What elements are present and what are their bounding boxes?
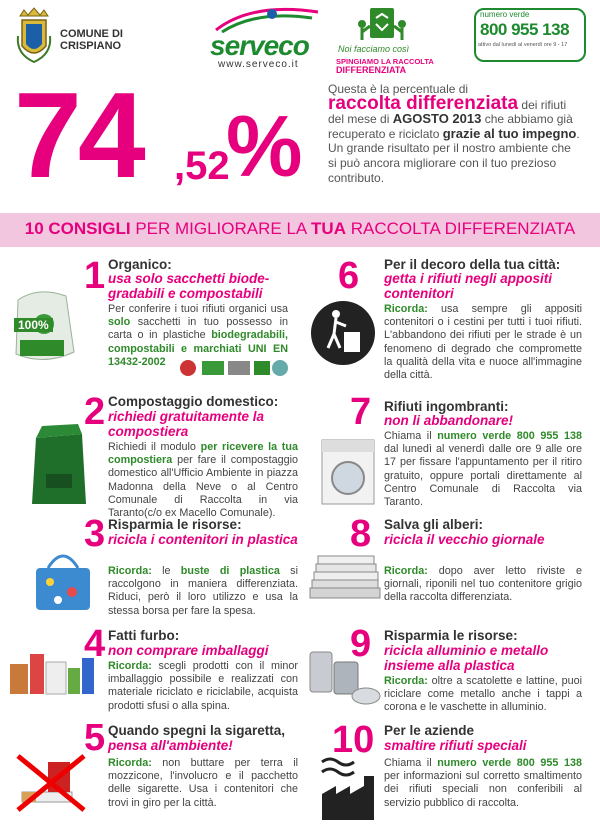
tip-10-title: Per le aziende [384, 723, 475, 738]
tip-3-title: Risparmia le risorse: [108, 517, 242, 532]
tip-10-subtitle: smaltire rifiuti speciali [384, 738, 527, 753]
tip-7-number: 7 [350, 391, 372, 433]
percentage-decimal: ,52 [174, 144, 230, 188]
newspapers-icon [308, 550, 382, 606]
tip-1-title: Organico: [108, 257, 172, 272]
tip-6-number: 6 [338, 255, 360, 297]
composter-bin-icon [28, 424, 90, 508]
tip-2-body [108, 441, 298, 520]
intro-thanks: grazie al tuo impegno [442, 125, 577, 141]
tip-6-title: Per il decoro della tua città: [384, 257, 561, 272]
tip-7-body [384, 430, 582, 509]
tip-9-body-a: Ricorda: [384, 675, 428, 687]
tip-8-body [384, 565, 582, 605]
banner-bold2: TUA [311, 219, 346, 238]
tip-10-number: 10 [332, 719, 375, 761]
intro-pre: Questa è la percentuale di [328, 82, 469, 96]
campaign-recycle-icon [352, 2, 412, 44]
municipality-name [60, 28, 123, 52]
tip-9-body [384, 675, 582, 715]
tip-4-body-a: Ricorda: [108, 660, 152, 672]
tip-5-body-a: Ricorda: [108, 757, 152, 769]
tip-1-body-b: solo [108, 316, 131, 329]
campaign-slogan: Noi facciamo così [338, 44, 410, 54]
tip-3-subtitle: ricicla i contenitori in plastica [108, 532, 298, 547]
tip-1-body [108, 303, 288, 369]
tip-4-body [108, 660, 298, 713]
tip-7-subtitle: non li abbandonare! [384, 413, 514, 428]
serveco-logo-text: serveco [210, 30, 309, 61]
tip-5-number: 5 [84, 717, 106, 759]
litter-bin-icon [310, 300, 376, 366]
percentage-integer: 74 [14, 67, 142, 203]
tips-banner-text [0, 219, 600, 239]
tip-3-body-a: Ricorda: [108, 565, 152, 577]
tip-5-body-b: non buttare per terra il mozzicone, l'involucro e il pacchetto delle sigarette. Usa i contenitori che trovi in giro per la città. [108, 757, 298, 809]
tip-7-body-c: dal lunedì al venerdì dalle ore 9 alle ore 17 per fissare l'appuntamento per il ritiro gratuito, oppure portali direttamente al Centro Comunale di Raccolta via Taranto. [384, 443, 582, 509]
intro-highlight: raccolta differenziata [328, 92, 519, 114]
tip-1-number: 1 [84, 255, 106, 297]
tip-3-number: 3 [84, 513, 106, 555]
intro-mid2: che abbiamo già recuperato e riciclato [328, 112, 573, 141]
tip-3-body-b: le [151, 565, 181, 577]
serveco-url: www.serveco.it [218, 59, 299, 70]
tip-10-body-a: Chiama il [384, 757, 438, 769]
tip-9-number: 9 [350, 623, 372, 665]
tip-6-body-b: usa sempre gli appositi contenitori o i cestini per tutti i tuoi rifiuti. L'abbandono dei rifiuti per le strade è un fenomeno di degrado che compromette la qualità della vita e nuoce all'immagine della città. [384, 303, 582, 382]
tip-6-body [384, 303, 582, 382]
washing-machine-icon [318, 436, 378, 508]
intro-mid1: dei rifiuti del mese di [328, 97, 567, 127]
factory-icon [318, 752, 378, 822]
tip-8-subtitle: ricicla il vecchio giornale [384, 532, 545, 547]
tip-8-number: 8 [350, 513, 372, 555]
tip-2-body-c: per fare il compostaggio domestico all'Ufficio Ambiente in piazza Madonna della Neve o al Centro Comunale di Raccolta in via Taranto(c/o ex Macello Comunale). [108, 454, 298, 520]
campaign-subtitle-line1: SPINGIAMO LA RACCOLTA [336, 57, 434, 66]
tip-10-body [384, 757, 582, 810]
tip-3-body-c: buste di plastica [180, 565, 280, 577]
tip-5-title: Quando spegni la sigaretta, [108, 723, 286, 738]
tip-2-number: 2 [84, 391, 106, 433]
tip-5-body [108, 757, 298, 810]
intro-month: AGOSTO 2013 [392, 111, 482, 127]
tip-8-body-b: dopo aver letto riviste e giornali, riponili nel tuo contenitore grigio della raccolta differenziata. [384, 565, 582, 604]
tip-7-body-b: numero verde 800 955 138 [437, 430, 582, 442]
tip-4-subtitle: non comprare imballaggi [108, 643, 269, 658]
tip-10-body-c: per informazioni sul corretto smaltimento dei rifiuti speciali non conferibili al servizio pubblico di raccolta. [384, 770, 582, 809]
comune-city: CRISPIANO [60, 40, 122, 52]
shopping-bag-icon [28, 548, 98, 614]
toll-free-hours: attivo dal lunedì al venerdì ore 9 - 17 [478, 42, 568, 48]
campaign-subtitle-line2: DIFFERENZIATA [336, 65, 407, 75]
tip-1-body-d: biodegradabili, compostabili e marchiati UNI EN 13432-2002 [108, 329, 288, 368]
tip-8-title: Salva gli alberi: [384, 517, 484, 532]
toll-free-label: numero verde [480, 10, 530, 19]
toll-free-number: 800 955 138 [480, 20, 570, 39]
banner-bold1: 10 CONSIGLI [24, 219, 131, 238]
tip-7-body-a: Chiama il [384, 430, 438, 442]
no-cigarette-icon [12, 752, 90, 814]
tip-9-title: Risparmia le risorse: [384, 628, 518, 643]
campaign-subtitle [336, 58, 434, 74]
tip-5-subtitle: pensa all'ambiente! [108, 738, 233, 753]
intro-post: . Un grande risultato per il nostro ambiente che si può ancora migliorare con il tuo prezioso contributo. [328, 126, 580, 185]
tip-6-subtitle: getta i rifiuti negli appositi contenitori [384, 271, 553, 301]
tip-4-number: 4 [84, 623, 106, 665]
comune-label: COMUNE DI [60, 28, 123, 40]
tip-3-body-d: si raccolgono in maniera differenziata. Riduci, però il loro utilizzo e usa la stessa borsa per fare la spesa. [108, 565, 298, 617]
tip-2-subtitle: richiedi gratuitamente la compostiera [108, 409, 265, 439]
tip-4-title: Fatti furbo: [108, 628, 180, 643]
coat-of-arms-icon [14, 6, 54, 66]
hero-intro [328, 82, 582, 185]
tip-1-body-c: sacchetti in tuo possesso in carta o in plastiche [108, 316, 288, 342]
tip-2-body-a: Richiedi il modulo [108, 441, 201, 453]
tip-1-body-a: Per conferire i tuoi rifiuti organici usa [108, 303, 288, 315]
tip-4-body-b: scegli prodotti con il minor imballaggio possibile e realizzati con materiale riciclato e riciclabile, acquista prodotti sfusi o alla spina. [108, 660, 298, 712]
banner-mid: PER MIGLIORARE LA [135, 219, 307, 238]
tip-3-body [108, 565, 298, 618]
tip-7-title: Rifiuti ingombranti: [384, 399, 509, 414]
badge-100: 100% [14, 318, 53, 332]
banner-end: RACCOLTA DIFFERENZIATA [350, 219, 576, 238]
tip-8-body-a: Ricorda: [384, 565, 428, 577]
tip-6-body-a: Ricorda: [384, 303, 428, 315]
tip-9-subtitle: ricicla alluminio e metallo insieme alla plastica [384, 643, 549, 673]
percentage-sign: % [226, 99, 303, 195]
tip-9-body-b: oltre a scatolette e lattine, puoi riciclare come metallo anche i tappi a corona e le vaschette in alluminio. [384, 675, 582, 714]
tip-1-subtitle: usa solo sacchetti biode-gradabili e compostabili [108, 271, 270, 301]
tip-10-body-b: numero verde 800 955 138 [437, 757, 582, 769]
tip-2-body-b: per ricevere la tua compostiera [108, 441, 298, 467]
tip-2-title: Compostaggio domestico: [108, 394, 279, 409]
